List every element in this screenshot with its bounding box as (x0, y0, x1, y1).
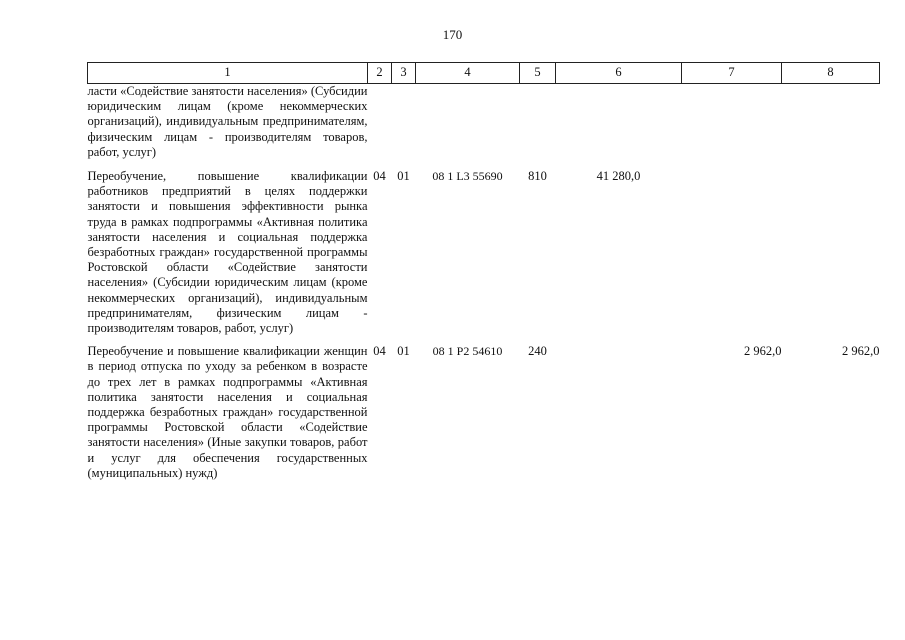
row-section (368, 84, 392, 170)
row-subsection: 01 (397, 344, 410, 359)
row-target-article: 08 1 L3 55690 (432, 169, 503, 184)
header-col-1: 1 (88, 63, 368, 84)
row-section: 04 (373, 169, 386, 184)
header-col-5: 5 (520, 63, 556, 84)
row-description: Переобучение, повышение квалификации работников предприятий в целях поддержки занятости и повышения эффективности рынка труда в рамках подпрограммы «Активная политика занятости населения и социальная поддержка безработных граждан» государственной программы Ростовской области «Содействие занятости населения» (Субсидии юридическим лицам (кроме некоммерческих организаций), индивидуальным предпринимателям, физическим лицам - производителям товаров, работ, услуг) (87, 169, 368, 336)
row-section: 04 (373, 344, 386, 359)
row-amount-col6 (556, 344, 682, 481)
header-col-2: 2 (368, 63, 392, 84)
table-row (88, 344, 880, 481)
row-target-article: 08 1 P2 54610 (432, 344, 503, 359)
page-number: 170 (442, 27, 463, 42)
row-amount-col7 (682, 169, 782, 344)
row-amount-col7: 2 962,0 (744, 344, 782, 359)
table-row (88, 84, 880, 170)
row-expense-type: 810 (528, 169, 547, 184)
budget-table (87, 62, 880, 481)
row-amount-col6: 41 280,0 (596, 169, 641, 184)
header-row (88, 63, 880, 84)
header-col-6: 6 (556, 63, 682, 84)
table-row (88, 169, 880, 344)
header-col-3: 3 (392, 63, 416, 84)
row-amount-col6 (556, 84, 682, 170)
row-amount-col8 (782, 84, 880, 170)
header-col-7: 7 (682, 63, 782, 84)
row-description: ласти «Содействие занятости населения» (Субсидии юридическим лицам (кроме некоммерческих организаций), индивидуальным предпринимателям, физическим лицам - производителям товаров, работ, услуг) (87, 84, 368, 159)
row-description: Переобучение и повышение квалификации женщин в период отпуска по уходу за ребенком в возрасте до трех лет в рамках подпрограммы «Активная политика занятости населения и социальная поддержка безработных граждан» государственной программы Ростовской области «Содействие занятости населения» (Иные закупки товаров, работ и услуг для обеспечения государственных (муниципальных) нужд) (87, 344, 368, 480)
header-col-4: 4 (416, 63, 520, 84)
row-target-article (416, 84, 520, 170)
row-amount-col7 (682, 84, 782, 170)
row-subsection (392, 84, 416, 170)
row-amount-col8: 2 962,0 (842, 344, 880, 359)
header-col-8: 8 (782, 63, 880, 84)
row-amount-col8 (782, 169, 880, 344)
row-expense-type (520, 84, 556, 170)
row-subsection: 01 (397, 169, 410, 184)
row-expense-type: 240 (528, 344, 547, 359)
